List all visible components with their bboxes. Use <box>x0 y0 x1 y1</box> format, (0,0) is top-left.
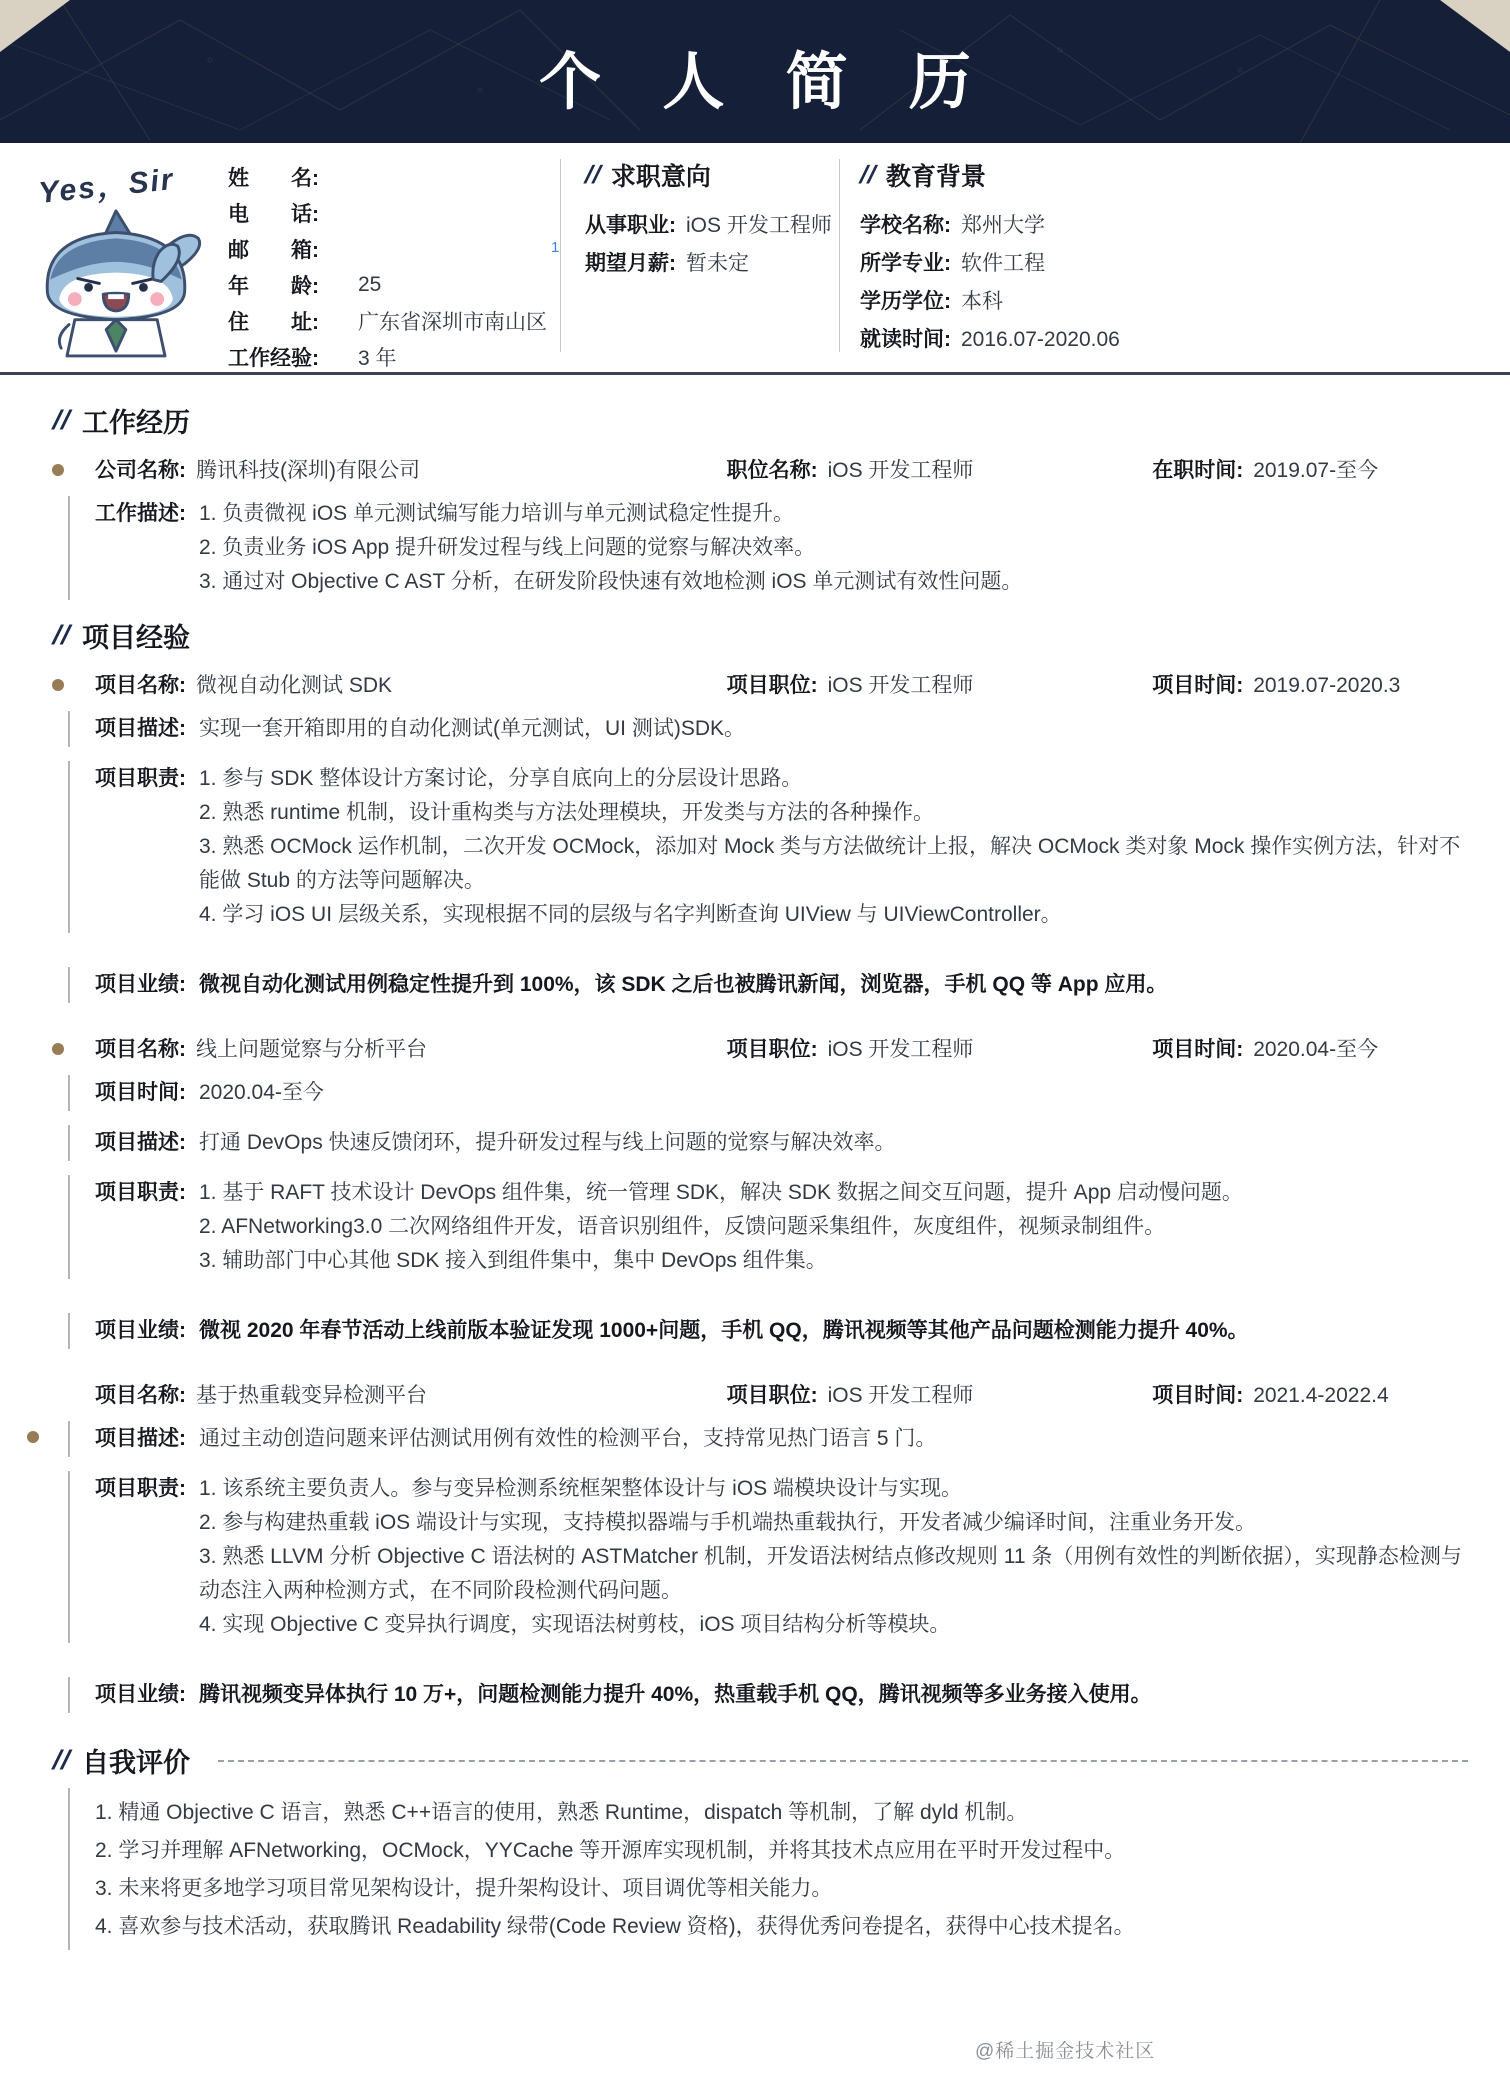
desc-line: 1. 负责微视 iOS 单元测试编写能力培训与单元测试稳定性提升。 <box>199 502 795 525</box>
duty-line: 1. 参与 SDK 整体设计方案讨论，分享自底向上的分层设计思路。 <box>199 767 803 790</box>
self-eval-title: 自我评价 <box>82 1748 191 1778</box>
self-eval-section-header <box>53 1741 1468 1780</box>
personal-fields <box>228 151 560 372</box>
section-slash-icon: // <box>583 160 603 189</box>
duty-line: 2. 熟悉 runtime 机制，设计重构类与方法处理模块，开发类与方法的各种操作。 <box>199 801 935 824</box>
projects-section-header <box>53 616 1468 655</box>
profile-section <box>0 143 1510 372</box>
desc-line: 2. 负责业务 iOS App 提升研发过程与线上问题的觉察与解决效率。 <box>199 536 816 559</box>
project-extra-time <box>68 1075 1468 1111</box>
achievement-label: 项目业绩: <box>95 1683 186 1706</box>
duty-label: 项目职责: <box>95 1477 186 1500</box>
project-position-label: 项目职位: <box>726 1384 818 1407</box>
field-label: 邮 箱: <box>228 239 319 262</box>
project-time-label: 项目时间: <box>1152 674 1244 697</box>
project-position: iOS 开发工程师 <box>827 1038 974 1061</box>
desc-text: 通过主动创造问题来评估测试用例有效性的检测平台，支持常见热门语言 5 门。 <box>199 1427 937 1450</box>
kv-label: 所学专业: <box>860 252 951 275</box>
shark-mascot-image <box>18 199 214 361</box>
kv-value: 暂未定 <box>686 252 749 275</box>
project-time: 2021.4-2022.4 <box>1253 1384 1389 1407</box>
duty-line: 4. 实现 Objective C 变异执行调度，实现语法树剪枝，iOS 项目结构分析等模块。 <box>199 1613 951 1636</box>
self-eval-item: 2. 学习并理解 AFNetworking，OCMock，YYCache 等开源库实现机制，并将其技术点应用在平时开发过程中。 <box>95 1839 1126 1862</box>
corner-decoration-right <box>1440 0 1510 52</box>
project-position-label: 项目职位: <box>726 674 818 697</box>
education-title: 教育背景 <box>885 163 986 191</box>
desc-line: 3. 通过对 Objective C AST 分析，在研发阶段快速有效地检测 iOS 单元测试有效性问题。 <box>199 570 1023 593</box>
project-duties <box>68 1471 1468 1643</box>
education-row <box>860 207 1510 245</box>
field-value: 25 <box>358 273 382 296</box>
project-position-label: 项目职位: <box>726 1038 818 1061</box>
desc-label: 项目描述: <box>95 1131 186 1154</box>
field-row-name <box>228 159 560 195</box>
mascot-illustration <box>0 151 228 372</box>
project-name-label: 项目名称: <box>95 1384 186 1407</box>
work-description <box>68 496 1468 600</box>
project-description <box>68 711 1468 747</box>
project-name: 线上问题觉察与分析平台 <box>196 1038 427 1061</box>
field-row-experience <box>228 339 560 375</box>
position-label: 职位名称: <box>726 459 818 482</box>
kv-label: 期望月薪: <box>585 252 676 275</box>
project-time-label: 项目时间: <box>1152 1038 1244 1061</box>
education-row <box>860 245 1510 283</box>
education-panel <box>840 151 1510 372</box>
duty-label: 项目职责: <box>95 767 186 790</box>
field-row-phone <box>228 195 560 231</box>
desc-text: 实现一套开箱即用的自动化测试(单元测试，UI 测试)SDK。 <box>199 717 745 740</box>
resume-title: 个 人 简 历 <box>539 48 993 117</box>
kv-label: 就读时间: <box>860 328 951 351</box>
corner-decoration-left <box>0 0 70 52</box>
link-marker[interactable]: 1 <box>551 239 560 256</box>
section-slash-icon: // <box>51 1745 72 1775</box>
mascot-caption: Yes，Sir <box>37 162 177 211</box>
duty-line: 2. 参与构建热重载 iOS 端设计与实现，支持模拟器端与手机端热重载执行，开发者减少编译时间，注重业务开发。 <box>199 1511 1257 1534</box>
duty-line: 1. 该系统主要负责人。参与变异检测系统框架整体设计与 iOS 端模块设计与实现。 <box>199 1477 963 1500</box>
kv-value: 本科 <box>961 290 1003 313</box>
project-description <box>68 1421 1468 1457</box>
project-time: 2019.07-2020.3 <box>1253 674 1401 697</box>
field-value: 3 年 <box>358 347 397 370</box>
field-value: 广东省深圳市南山区 <box>358 311 547 334</box>
job-intention-panel <box>551 151 839 372</box>
duty-line: 1. 基于 RAFT 技术设计 DevOps 组件集，统一管理 SDK，解决 SDK 数据之间交互问题，提升 App 启动慢问题。 <box>199 1181 1243 1204</box>
project-achievement <box>68 1677 1468 1713</box>
project-meta-row <box>95 1377 1468 1411</box>
field-row-address <box>228 303 560 339</box>
project-name-label: 项目名称: <box>95 674 186 697</box>
project-block-3 <box>95 1377 1468 1713</box>
project-meta-row <box>95 667 1468 701</box>
position-value: iOS 开发工程师 <box>827 459 974 482</box>
achievement-label: 项目业绩: <box>95 1319 186 1342</box>
timeline-dot <box>52 679 64 691</box>
job-intention-title: 求职意向 <box>610 163 711 191</box>
page-header <box>0 0 1510 143</box>
project-duties <box>68 761 1468 933</box>
company-label: 公司名称: <box>95 459 186 482</box>
achievement-label: 项目业绩: <box>95 973 186 996</box>
dashed-rule <box>218 1760 1468 1762</box>
field-row-age <box>228 267 560 303</box>
section-slash-icon: // <box>858 160 878 189</box>
time-label: 项目时间: <box>95 1081 186 1104</box>
work-section-title: 工作经历 <box>82 408 191 438</box>
project-time: 2020.04-至今 <box>1253 1038 1379 1061</box>
self-eval-block <box>68 1788 1468 1950</box>
section-slash-icon: // <box>51 620 72 650</box>
achievement-text: 腾讯视频变异体执行 10 万+，问题检测能力提升 40%，热重载手机 QQ，腾讯视频等多业务接入使用。 <box>199 1683 1152 1706</box>
project-description <box>68 1125 1468 1161</box>
field-label: 工作经验: <box>228 347 319 370</box>
project-name: 基于热重载变异检测平台 <box>196 1384 427 1407</box>
project-achievement <box>68 1313 1468 1349</box>
section-slash-icon: // <box>51 405 72 435</box>
project-duties <box>68 1175 1468 1279</box>
community-watermark: @稀土掘金技术社区 <box>975 2041 1156 2062</box>
company-value: 腾讯科技(深圳)有限公司 <box>196 459 420 482</box>
project-meta-row <box>95 1031 1468 1065</box>
resume-body <box>0 375 1510 1994</box>
education-row <box>860 283 1510 321</box>
project-block-2 <box>95 1031 1468 1349</box>
timeline-dot <box>27 1431 39 1443</box>
duty-line: 3. 熟悉 OCMock 运作机制，二次开发 OCMock，添加对 Mock 类与方法做统计上报，解决 OCMock 类对象 Mock 操作实例方法，针对不能做 Stub 的方法等问题解决。 <box>199 835 1461 892</box>
intention-row <box>585 245 839 283</box>
kv-label: 学历学位: <box>860 290 951 313</box>
time-label: 在职时间: <box>1152 459 1244 482</box>
timeline-dot <box>52 1043 64 1055</box>
time-value: 2019.07-至今 <box>1253 459 1379 482</box>
time-value: 2020.04-至今 <box>199 1081 324 1104</box>
intention-row <box>585 207 839 245</box>
field-row-email <box>228 231 560 267</box>
project-name-label: 项目名称: <box>95 1038 186 1061</box>
desc-label: 项目描述: <box>95 1427 186 1450</box>
duty-line: 3. 辅助部门中心其他 SDK 接入到组件集中，集中 DevOps 组件集。 <box>199 1249 827 1272</box>
kv-value: 2016.07-2020.06 <box>961 328 1120 351</box>
work-experience-block <box>95 452 1468 600</box>
desc-text: 打通 DevOps 快速反馈闭环，提升研发过程与线上问题的觉察与解决效率。 <box>199 1131 896 1154</box>
achievement-text: 微视自动化测试用例稳定性提升到 100%，该 SDK 之后也被腾讯新闻，浏览器，手机 QQ 等 App 应用。 <box>199 973 1168 996</box>
self-eval-item: 3. 未来将更多地学习项目常见架构设计，提升架构设计、项目调优等相关能力。 <box>95 1877 833 1900</box>
project-position: iOS 开发工程师 <box>827 674 974 697</box>
work-section-header <box>53 401 1468 440</box>
achievement-text: 微视 2020 年春节活动上线前版本验证发现 1000+问题，手机 QQ，腾讯视频等其他产品问题检测能力提升 40%。 <box>199 1319 1249 1342</box>
field-label: 住 址: <box>228 311 319 334</box>
field-label: 年 龄: <box>228 275 319 298</box>
kv-value: iOS 开发工程师 <box>686 214 832 237</box>
timeline-dot <box>52 464 64 476</box>
self-eval-item: 1. 精通 Objective C 语言，熟悉 C++语言的使用，熟悉 Runtime，dispatch 等机制，了解 dyld 机制。 <box>95 1801 1028 1824</box>
project-achievement <box>68 967 1468 1003</box>
work-meta-row <box>95 452 1468 486</box>
project-position: iOS 开发工程师 <box>827 1384 974 1407</box>
duty-line: 2. AFNetworking3.0 二次网络组件开发，语音识别组件，反馈问题采集组件，灰度组件，视频录制组件。 <box>199 1215 1166 1238</box>
project-name: 微视自动化测试 SDK <box>196 674 393 697</box>
desc-label: 项目描述: <box>95 717 186 740</box>
duty-label: 项目职责: <box>95 1181 186 1204</box>
kv-label: 从事职业: <box>585 214 676 237</box>
project-time-label: 项目时间: <box>1152 1384 1244 1407</box>
project-block-1 <box>95 667 1468 1003</box>
duty-line: 4. 学习 iOS UI 层级关系，实现根据不同的层级与名字判断查询 UIView 与 UIViewController。 <box>199 903 1062 926</box>
projects-section-title: 项目经验 <box>82 623 191 653</box>
kv-label: 学校名称: <box>860 214 951 237</box>
kv-value: 郑州大学 <box>961 214 1045 237</box>
education-row <box>860 321 1510 359</box>
kv-value: 软件工程 <box>961 252 1045 275</box>
field-label: 姓 名: <box>228 167 319 190</box>
duty-line: 3. 熟悉 LLVM 分析 Objective C 语法树的 ASTMatcher 机制，开发语法树结点修改规则 11 条（用例有效性的判断依据），实现静态检测与动态注入两种检测方式，在不同阶段检测代码问题。 <box>199 1545 1462 1602</box>
field-label: 电 话: <box>228 203 319 226</box>
self-eval-item: 4. 喜欢参与技术活动，获取腾讯 Readability 绿带(Code Review 资格)，获得优秀问卷提名，获得中心技术提名。 <box>95 1915 1135 1938</box>
desc-label: 工作描述: <box>95 502 186 525</box>
